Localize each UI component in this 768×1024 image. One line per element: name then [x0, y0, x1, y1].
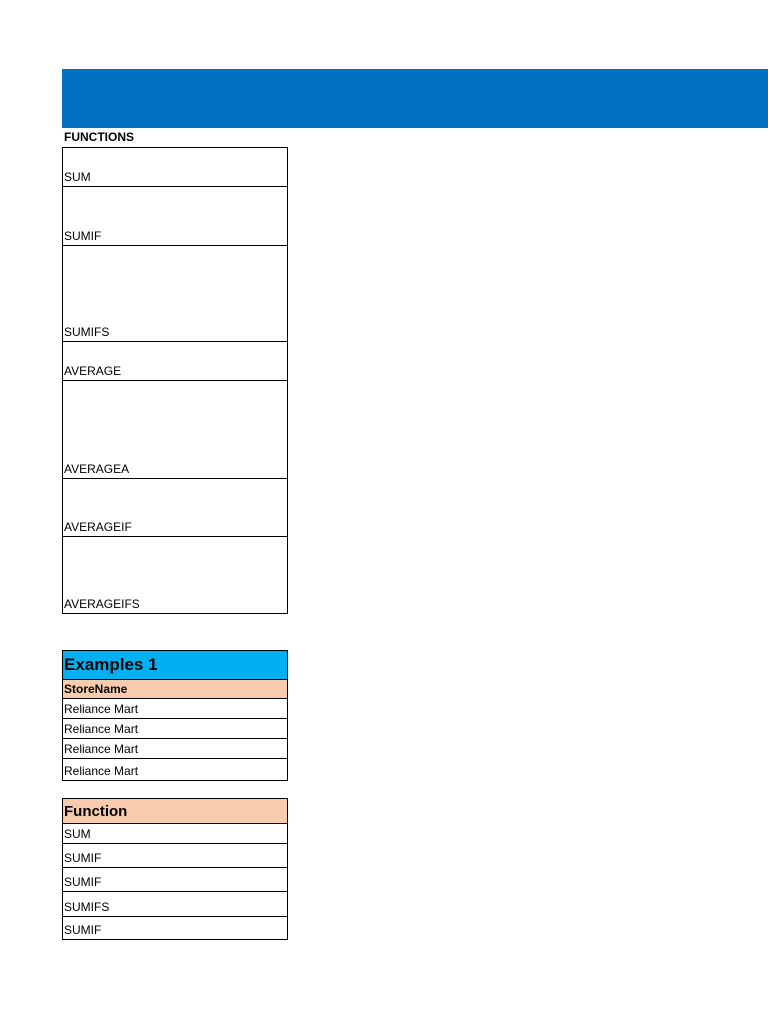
function-table	[62, 798, 288, 940]
table-row[interactable]: SUMIF	[63, 917, 287, 940]
function-name: AVERAGEIFS	[64, 597, 140, 611]
title-banner	[62, 69, 768, 128]
table-row[interactable]: SUMIFS	[63, 892, 287, 917]
function-name: SUM	[64, 170, 91, 184]
function-name: AVERAGEA	[64, 462, 130, 476]
table-row[interactable]: Reliance Mart	[63, 699, 287, 719]
function-cell-average[interactable]	[63, 342, 287, 381]
function-cell-sumif[interactable]	[63, 187, 287, 246]
table-row[interactable]: SUM	[63, 824, 287, 844]
function-cell-sumifs[interactable]	[63, 246, 287, 342]
examples1-title: Examples 1	[63, 651, 287, 680]
function-cell-sum[interactable]	[63, 148, 287, 187]
examples1-table	[62, 650, 288, 781]
function-name: AVERAGE	[64, 364, 122, 378]
function-cell-averageifs[interactable]	[63, 537, 287, 614]
storename-header: StoreName	[63, 680, 287, 699]
table-row[interactable]: Reliance Mart	[63, 719, 287, 739]
table-row[interactable]: Reliance Mart	[63, 739, 287, 759]
function-cell-averagea[interactable]	[63, 381, 287, 479]
function-name: SUMIF	[64, 229, 102, 243]
function-name: SUMIFS	[64, 325, 110, 339]
function-title: Function	[63, 799, 287, 824]
table-row[interactable]: SUMIF	[63, 868, 287, 892]
functions-table	[62, 147, 288, 614]
function-name: AVERAGEIF	[64, 520, 132, 534]
table-row[interactable]: Reliance Mart	[63, 759, 287, 781]
function-cell-averageif[interactable]	[63, 479, 287, 537]
table-row[interactable]: SUMIF	[63, 844, 287, 868]
functions-label: FUNCTIONS	[64, 130, 134, 144]
